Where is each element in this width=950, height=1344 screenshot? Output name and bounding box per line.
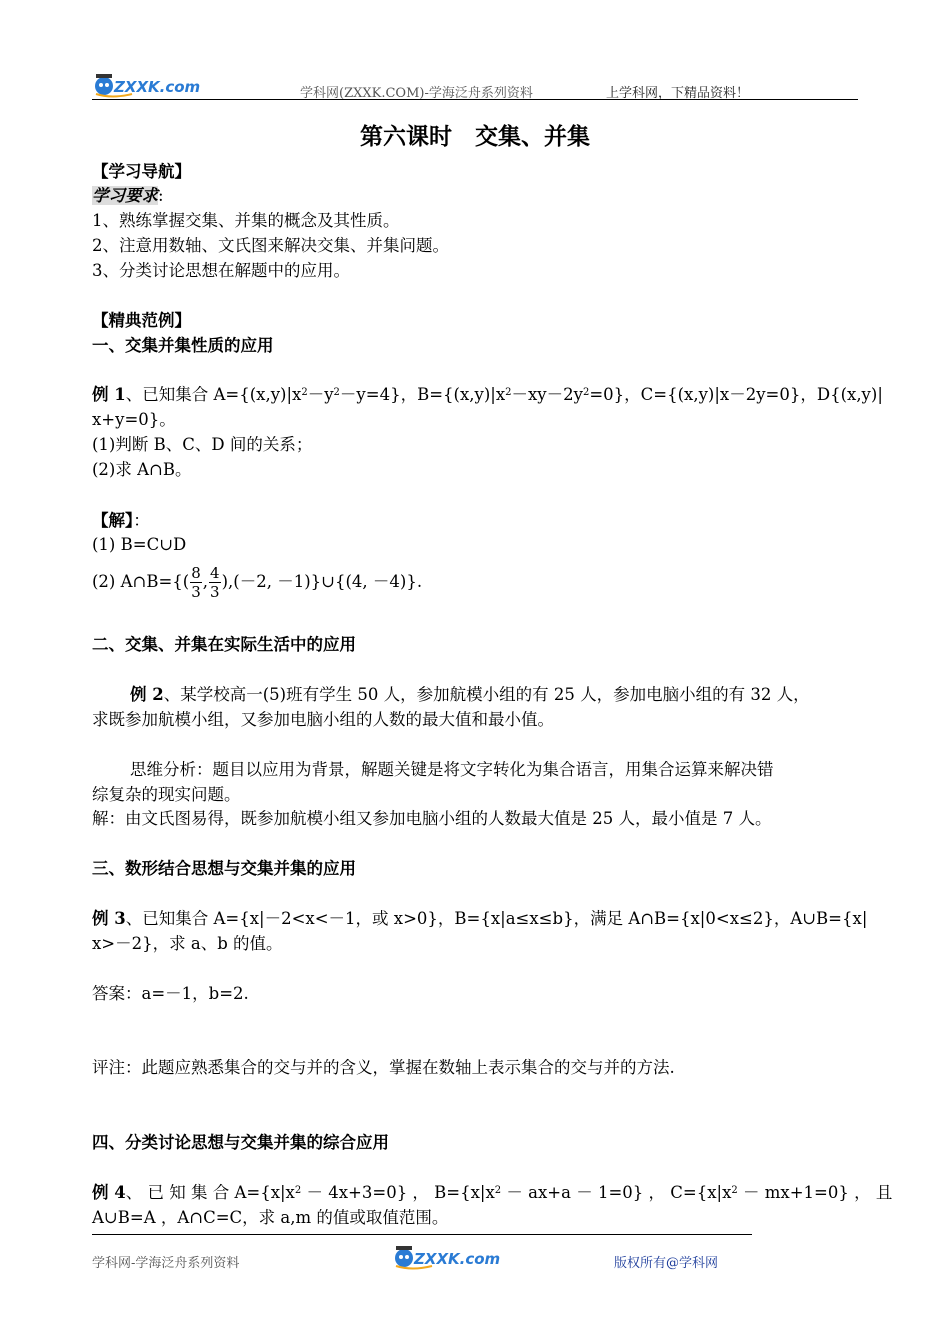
- footer-rule: [92, 1234, 752, 1235]
- answer-2-suffix: ),(－2, －1)}∪{(4, －4)}.: [221, 572, 423, 591]
- example-3-label: 例 3: [92, 909, 126, 928]
- example-3-comment: 评注：此题应熟悉集合的交与并的含义，掌握在数轴上表示集合的交与并的方法.: [92, 1058, 675, 1077]
- example-1-text-e: =0}，C={(x,y)|x－2y=0}，D{(x,y)|: [589, 385, 883, 404]
- example-4-text-a: 、 已 知 集 合 A={x|x: [125, 1183, 295, 1202]
- requirement-item: 3、分类讨论思想在解题中的应用。: [92, 261, 350, 280]
- superscript: 2: [294, 1185, 302, 1196]
- requirements-label: [92, 184, 164, 208]
- example-2-label: 例 2: [130, 685, 164, 704]
- example-2-solution: 解：由文氏图易得，既参加航模小组又参加电脑小组的人数最大值是 25 人，最小值是 7 人。: [92, 809, 772, 828]
- example-1-text-c: －y=4}，B={(x,y)|x: [339, 385, 506, 404]
- example-1-text-a: 、已知集合 A={(x,y)|x: [125, 385, 302, 404]
- example-1-text-b: －y: [307, 385, 334, 404]
- section-4-heading: 四、分类讨论思想与交集并集的综合应用: [92, 1133, 389, 1152]
- fraction-8-3: [190, 564, 202, 601]
- analysis-line-1: 思维分析：题目以应用为背景，解题关键是将文字转化为集合语言，用集合运算来解决错: [130, 760, 774, 779]
- superscript: 2: [582, 387, 590, 398]
- solution-label-text: 【解】: [92, 511, 134, 530]
- section-2-heading: 二、交集、并集在实际生活中的应用: [92, 635, 356, 654]
- footer-left-text: 学科网-学海泛舟系列资料: [92, 1256, 240, 1271]
- example-1-line-2: x+y=0}。: [92, 410, 176, 429]
- section-1-heading: 一、交集并集性质的应用: [92, 336, 274, 355]
- requirement-item: 1、熟练掌握交集、并集的概念及其性质。: [92, 211, 400, 230]
- page-title: 第六课时 交集、并集: [360, 124, 590, 150]
- example-1-question-1: (1)判断 B、C、D 间的关系；: [92, 435, 313, 454]
- header-logo-text: ZXXK.com: [114, 78, 201, 96]
- header-slogan: 上学科网，下精品资料！: [606, 86, 750, 101]
- footer-copyright-link[interactable]: 版权所有@学科网: [614, 1256, 719, 1271]
- example-3-text: 、已知集合 A={x|－2<x<－1，或 x>0}，B={x|a≤x≤b}，满足 A∩B={x|0<x≤2}，A∪B={x|: [125, 909, 868, 928]
- example-4-text-d: － mx+1=0} ， 且: [737, 1183, 893, 1202]
- example-1-line-1: [92, 383, 883, 407]
- example-4-line-2: A∪B=A ，A∩C=C，求 a,m 的值或取值范围。: [92, 1208, 449, 1227]
- requirements-label-text: 学习要求: [92, 186, 158, 205]
- example-1-text-d: －xy－2y: [511, 385, 583, 404]
- example-4-line-1: [92, 1181, 892, 1205]
- example-4-text-c: － ax+a － 1=0} ， C={x|x: [501, 1183, 732, 1202]
- example-4-text-b: － 4x+3=0} ， B={x|x: [301, 1183, 495, 1202]
- comma: ,: [202, 572, 209, 591]
- example-3-line-1: [92, 907, 867, 931]
- header-rule: [92, 99, 858, 100]
- example-3-line-2: x>－2}，求 a、b 的值。: [92, 934, 283, 953]
- requirement-item: 2、注意用数轴、文氏图来解决交集、并集问题。: [92, 236, 449, 255]
- example-2-line-2: 求既参加航模小组，又参加电脑小组的人数的最大值和最小值。: [92, 710, 554, 729]
- section-3-heading: 三、数形结合思想与交集并集的应用: [92, 859, 356, 878]
- example-2-text: 、某学校高一(5)班有学生 50 人，参加航模小组的有 25 人，参加电脑小组的有 32 人，: [163, 685, 810, 704]
- answer-2-prefix: (2) A∩B={(: [92, 572, 190, 591]
- example-1-question-2: (2)求 A∩B。: [92, 460, 192, 479]
- fraction-4-3: [209, 564, 221, 601]
- solution-colon: ：: [133, 511, 150, 530]
- header-logo: [92, 66, 202, 100]
- example-1-label: 例 1: [92, 385, 126, 404]
- header-site-text: 学科网(ZXXK.COM)-学海泛舟系列资料: [300, 86, 533, 101]
- superscript: 2: [505, 387, 512, 398]
- footer-logo-text: ZXXK.com: [414, 1250, 501, 1268]
- superscript: 2: [494, 1185, 502, 1196]
- fraction-denominator: 3: [191, 583, 201, 601]
- example-2-line-1: [130, 683, 810, 707]
- superscript: 2: [301, 387, 308, 398]
- example-4-label: 例 4: [92, 1183, 126, 1202]
- solution-label: [92, 509, 150, 533]
- footer-logo: [392, 1238, 502, 1272]
- solution-answer-2: [92, 562, 422, 602]
- solution-answer-1: (1) B=C∪D: [92, 535, 187, 554]
- fraction-denominator: 3: [210, 583, 220, 601]
- fraction-numerator: 4: [210, 564, 220, 582]
- examples-heading: 【精典范例】: [92, 311, 191, 330]
- analysis-line-2: 综复杂的现实问题。: [92, 785, 241, 804]
- fraction-numerator: 8: [191, 564, 201, 582]
- example-3-answer: 答案：a=－1，b=2.: [92, 984, 249, 1003]
- superscript: 2: [731, 1185, 738, 1196]
- requirements-colon: :: [158, 186, 164, 205]
- superscript: 2: [333, 387, 340, 398]
- nav-heading: 【学习导航】: [92, 162, 191, 181]
